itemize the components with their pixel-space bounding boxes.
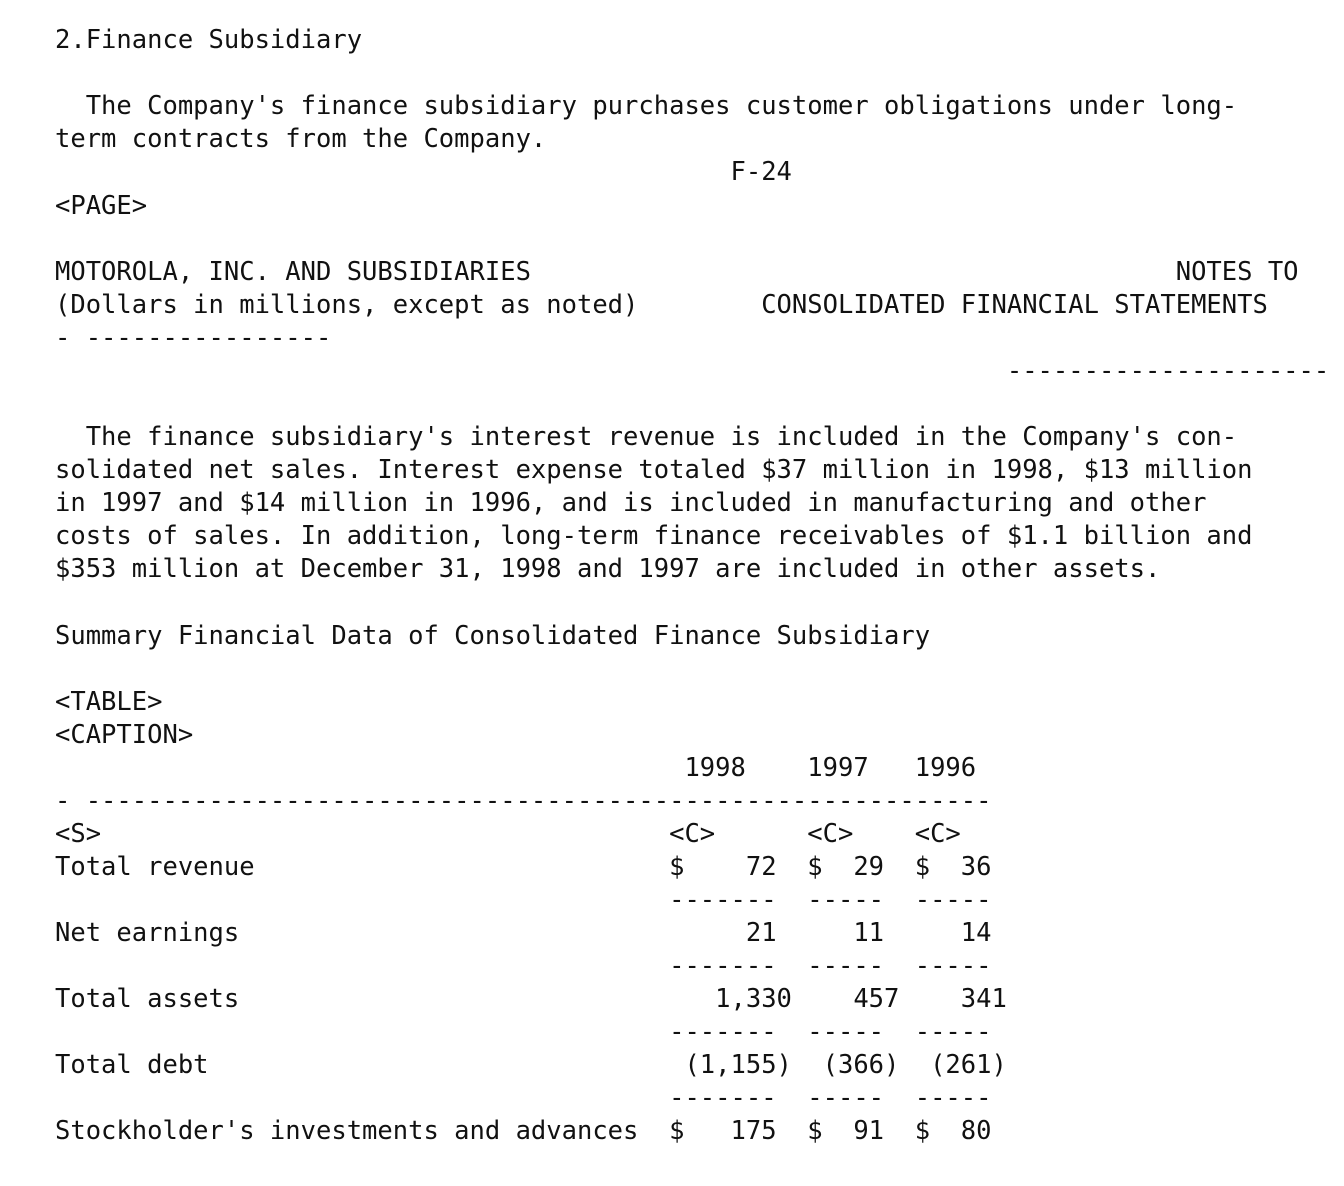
header-rule-left: - ---------------- — [55, 323, 332, 353]
table-row-total-debt: Total debt (1,155) (366) (261) — [55, 1050, 1007, 1080]
line-03: The Company's finance subsidiary purchases customer obligations under long- — [55, 91, 1238, 121]
page-tag: <PAGE> — [55, 191, 148, 221]
table-subrule-1: ------- ----- ----- — [55, 885, 992, 915]
paragraph-line-5: $353 million at December 31, 1998 and 1997 are included in other assets. — [55, 554, 1161, 584]
table-subrule-2: ------- ----- ----- — [55, 951, 992, 981]
paragraph-line-3: in 1997 and $14 million in 1996, and is included in manufacturing and other — [55, 488, 1207, 518]
table-column-tags: <S> <C> <C> <C> — [55, 819, 961, 849]
header-line-1: MOTOROLA, INC. AND SUBSIDIARIES NOTES TO — [55, 257, 1299, 287]
line-04: term contracts from the Company. — [55, 124, 547, 154]
paragraph-line-2: solidated net sales. Interest expense totaled $37 million in 1998, $13 million — [55, 455, 1253, 485]
paragraph-line-4: costs of sales. In addition, long-term finance receivables of $1.1 billion and — [55, 521, 1253, 551]
table-row-net-earnings: Net earnings 21 11 14 — [55, 918, 992, 948]
header-line-2: (Dollars in millions, except as noted) CONSOLIDATED FINANCIAL STATEMENTS — [55, 290, 1268, 320]
table-tag: <TABLE> — [55, 687, 163, 717]
header-rule-right: --------------------- — [55, 356, 1330, 386]
table-year-header: 1998 1997 1996 — [55, 753, 977, 783]
page-number: F-24 — [55, 157, 792, 187]
paragraph-line-1: The finance subsidiary's interest revenue is included in the Company's con- — [55, 422, 1238, 452]
caption-tag: <CAPTION> — [55, 720, 194, 750]
table-row-stockholders: Stockholder's investments and advances $ 175 $ 91 $ 80 — [55, 1116, 992, 1146]
table-subrule-4: ------- ----- ----- — [55, 1083, 992, 1113]
table-row-total-revenue: Total revenue $ 72 $ 29 $ 36 — [55, 852, 992, 882]
line-01: 2.Finance Subsidiary — [55, 25, 363, 55]
summary-heading: Summary Financial Data of Consolidated Finance Subsidiary — [55, 621, 931, 651]
table-rule: - ----------------------------------------------------------- — [55, 786, 992, 816]
table-row-total-assets: Total assets 1,330 457 341 — [55, 984, 1007, 1014]
table-subrule-3: ------- ----- ----- — [55, 1017, 992, 1047]
